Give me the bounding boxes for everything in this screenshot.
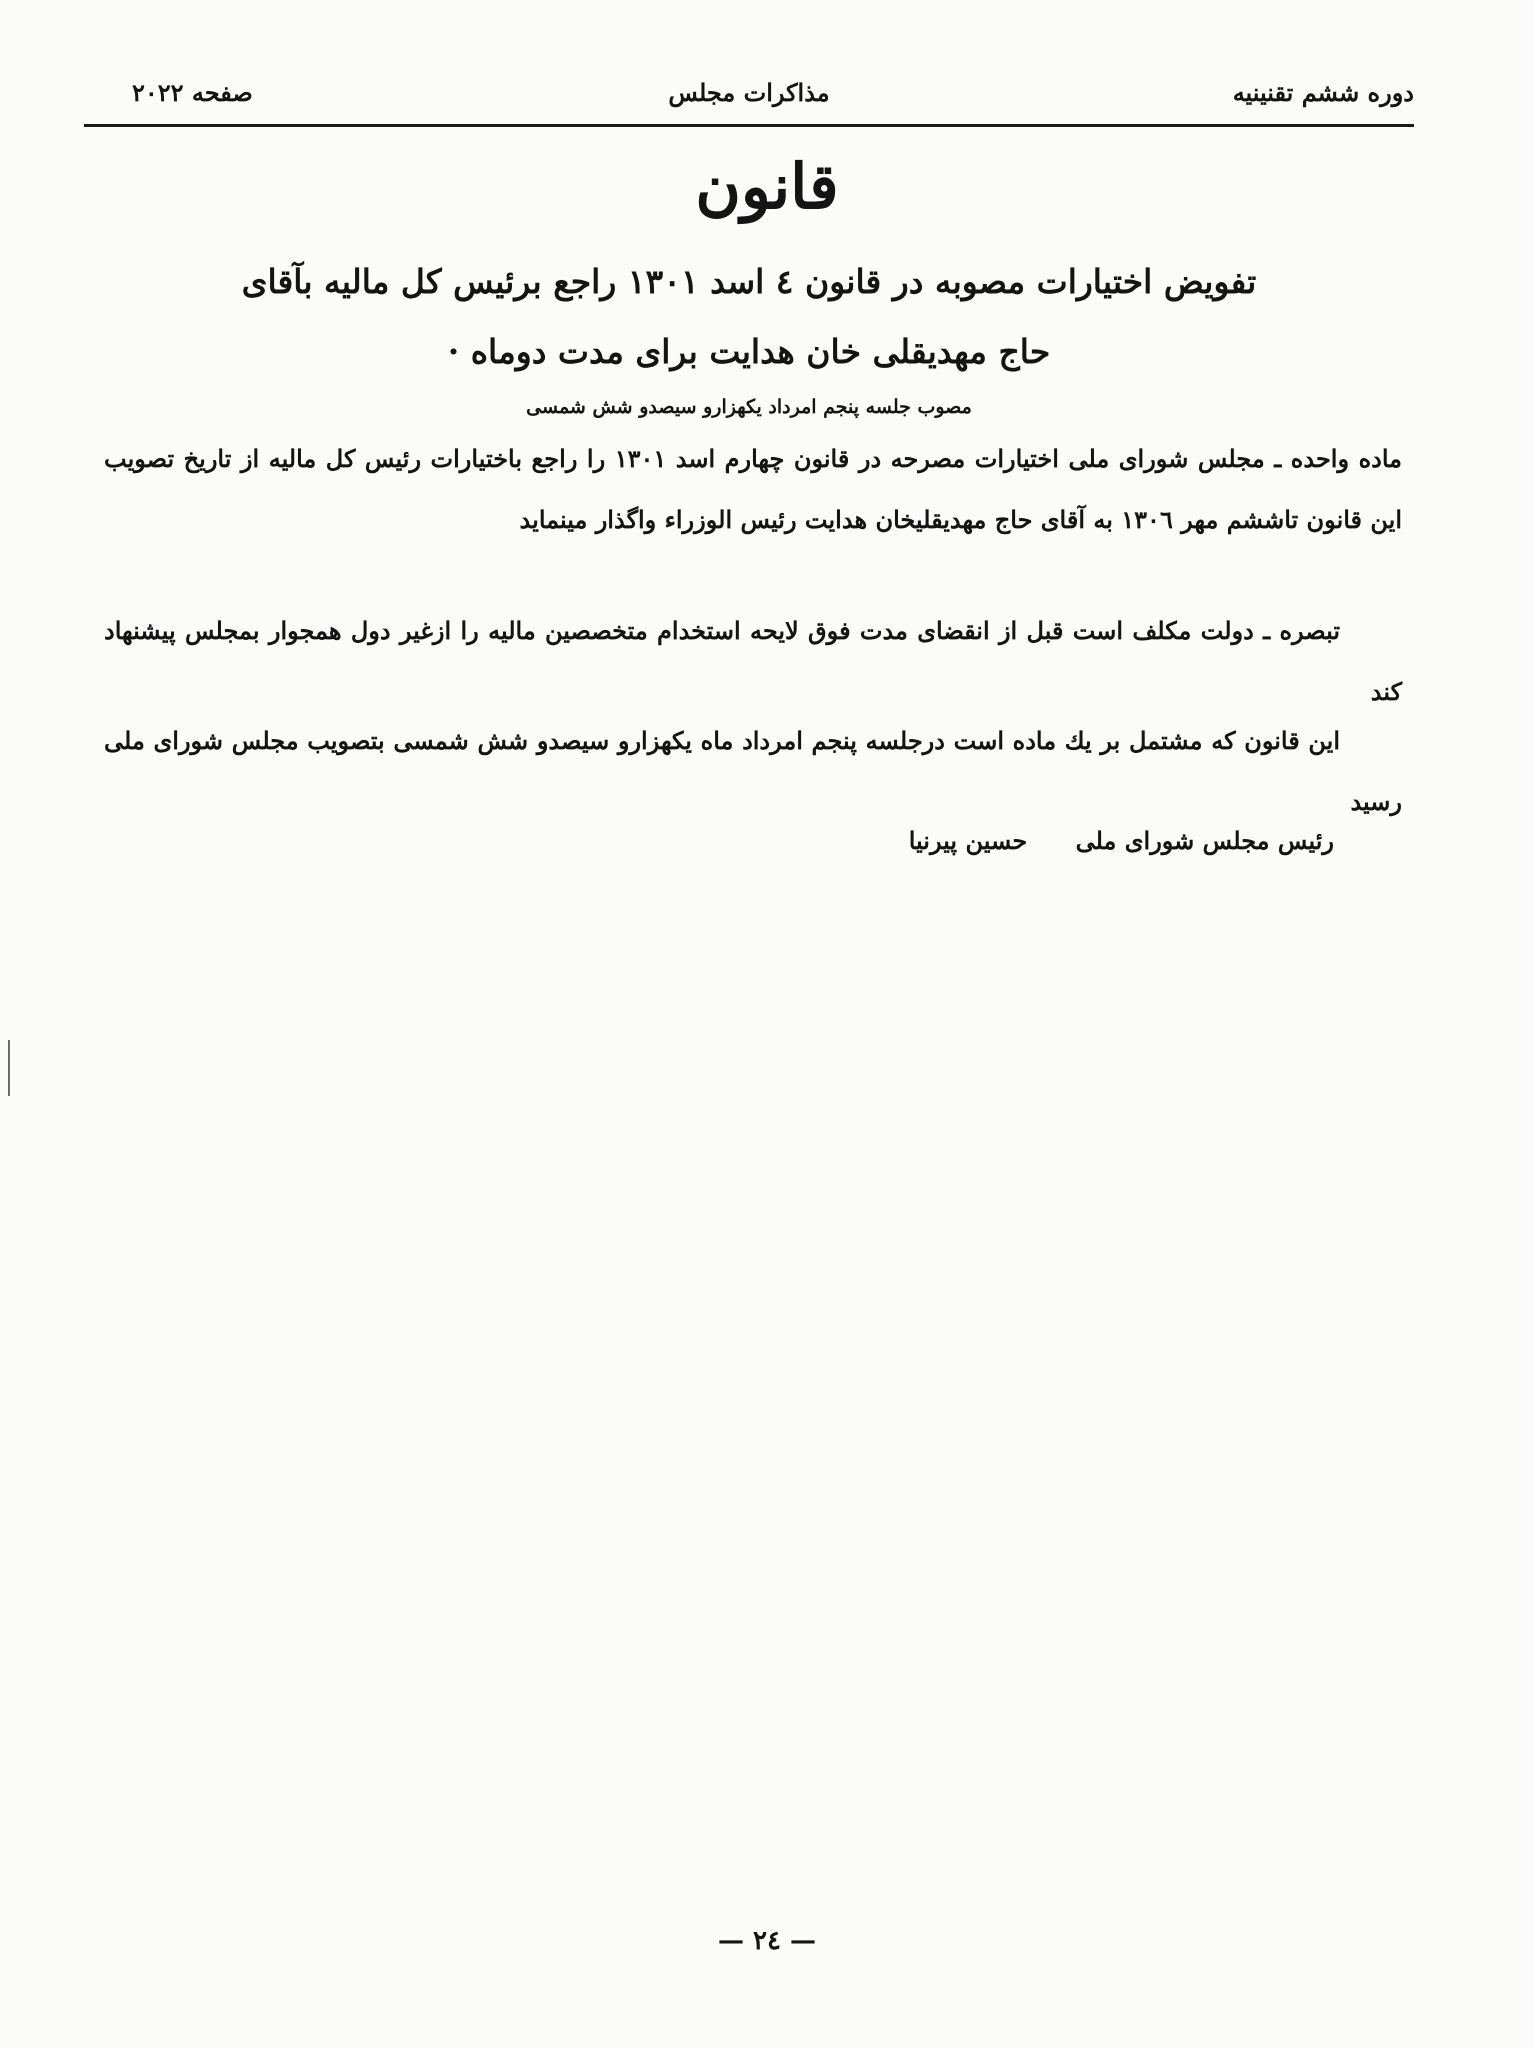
page-header (84, 78, 1414, 122)
scan-margin-mark (8, 1040, 10, 1096)
article-text: ماده واحده ـ مجلس شورای ملی اختیارات مصرحه در قانون چهارم اسد ۱۳۰۱ را راجع باختیارات رئیس کل مالیه از تاریخ تصویب این قانون تاششم مهر ۱۳۰٦ به آقای حاج مهدیقلیخان هدایت رئیس الوزراء واگذار مینماید (104, 444, 1402, 534)
signature-block (909, 826, 1334, 855)
header-page-label: صفحه ۲۰۲۲ (132, 78, 253, 107)
closing-paragraph (104, 710, 1402, 832)
header-publication-title: مذاکرات مجلس (668, 78, 830, 107)
header-session-label: دوره ششم تقنینیه (1232, 78, 1414, 107)
header-rule (84, 124, 1414, 127)
closing-text: این قانون که مشتمل بر یك ماده است درجلسه پنجم امرداد ماه یکهزارو سیصدو شش شمسی بتصویب مجلس شورای ملی رسید (104, 726, 1402, 816)
article-paragraph (104, 428, 1402, 550)
note-paragraph (104, 600, 1402, 722)
subtitle-line-2: حاج مهدیقلی خان هدایت برای مدت دوماه · (447, 332, 1051, 371)
note-text: تبصره ـ دولت مکلف است قبل از انقضای مدت فوق لایحه استخدام متخصصین مالیه را ازغیر دول همجوار بمجلس پیشنهاد کند (104, 616, 1402, 706)
signature-name: حسین پیرنیا (908, 826, 1028, 855)
subtitle-line-1: تفویض اختیارات مصوبه در قانون ٤ اسد ۱۳۰۱ راجع برئیس کل مالیه بآقای (241, 262, 1257, 301)
page-number: — ٢٤ — (717, 1926, 817, 1956)
document-title: قانون (695, 150, 839, 223)
approval-date-line: مصوب جلسه پنجم امرداد یکهزارو سیصدو شش شمسی (526, 396, 972, 418)
signature-role: رئیس مجلس شورای ملی (1075, 826, 1334, 855)
